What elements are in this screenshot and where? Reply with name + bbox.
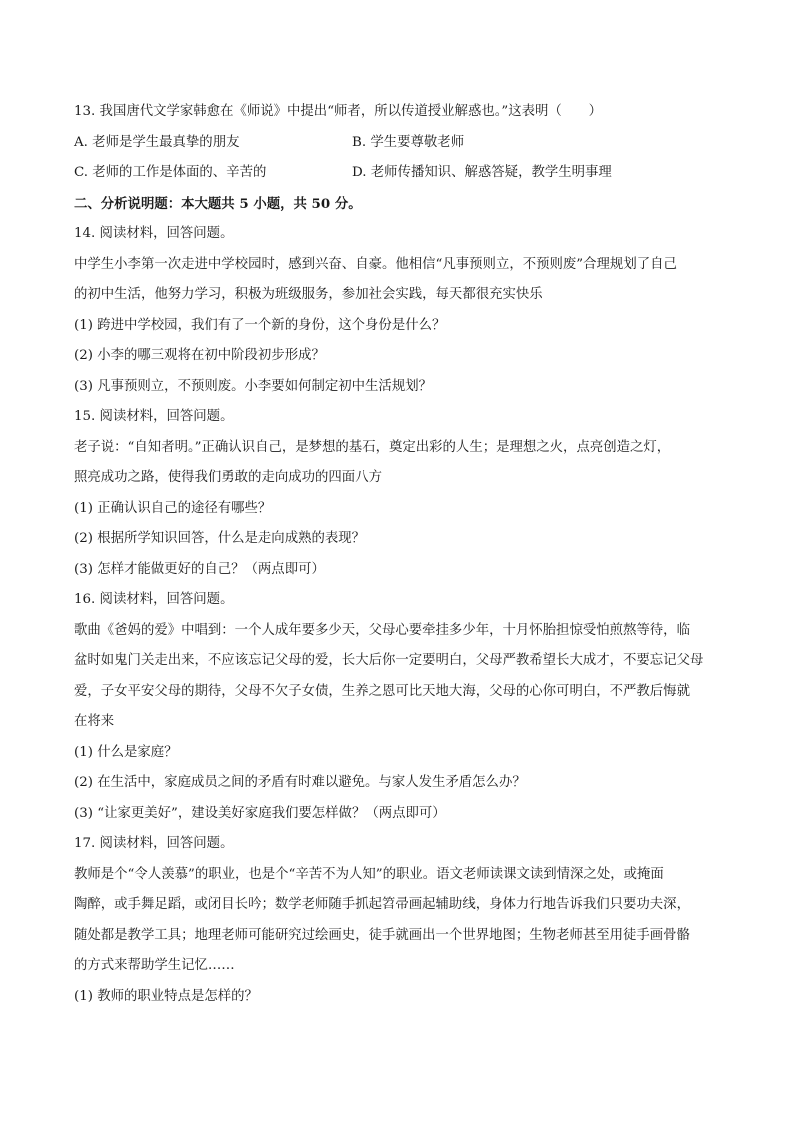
q16-stem: 16. 阅读材料，回答问题。 (74, 592, 234, 607)
q17-material-line: 的方式来帮助学生记忆…… (74, 958, 235, 973)
q17-material-line: 教师是个“令人羡慕”的职业，也是个“辛苦不为人知”的职业。语文老师读课文读到情深之处，或掩面 (74, 866, 664, 882)
q13-stem: 13. 我国唐代文学家韩愈在《师说》中提出“师者，所以传道授业解惑也。”这表明（ ） (74, 104, 602, 119)
q16-question: (3) “让家更美好”，建设美好家庭我们要怎样做？（两点即可） (74, 805, 446, 821)
q14-material-line: 的初中生活，他努力学习，积极为班级服务，参加社会实践，每天都很充实快乐 (74, 287, 543, 302)
q13-options-row-1 (74, 133, 724, 153)
q14-question: (1) 跨进中学校园，我们有了一个新的身份，这个身份是什么？ (74, 317, 446, 333)
q15-material-line: 照亮成功之路，使得我们勇敢的走向成功的四面八方 (74, 470, 382, 485)
q15-stem: 15. 阅读材料，回答问题。 (74, 409, 234, 424)
q13-options-row-2 (74, 163, 724, 183)
q15-question: (3) 怎样才能做更好的自己？（两点即可） (74, 561, 325, 577)
q17-stem: 17. 阅读材料，回答问题。 (74, 836, 234, 851)
q17-question: (1) 教师的职业特点是怎样的？ (74, 988, 258, 1004)
q16-question: (2) 在生活中，家庭成员之间的矛盾有时难以避免。与家人发生矛盾怎么办？ (74, 775, 526, 790)
q14-question: (2) 小李的哪三观将在初中阶段初步形成？ (74, 348, 325, 363)
q16-material-line: 在将来 (74, 714, 115, 729)
q13-option-d: D. 老师传播知识、解惑答疑，教学生明事理 (352, 165, 612, 180)
q13-option-c: C. 老师的工作是体面的、辛苦的 (74, 165, 267, 180)
q13-option-a: A. 老师是学生最真挚的朋友 (74, 134, 240, 150)
q15-material-line: 老子说：“自知者明。”正确认识自己，是梦想的基石，奠定出彩的人生；是理想之火，点亮创造之灯， (74, 439, 671, 455)
q16-material-line: 歌曲《爸妈的爱》中唱到：一个人成年要多少天，父母心要牵挂多少年，十月怀胎担惊受怕煎熬等待，临 (74, 622, 690, 638)
q14-material-line: 中学生小李第一次走进中学校园时，感到兴奋、自豪。他相信“凡事预则立，不预则废”合理规划了自己 (74, 256, 677, 272)
q17-material-line: 随处都是教学工具；地理老师可能研究过绘画史，徒手就画出一个世界地图；生物老师甚至用徒手画骨骼 (74, 927, 690, 943)
q16-material-line: 爱，子女平安父母的期待，父母不欠子女债，生养之恩可比天地大海，父母的心你可明白，不严教后悔就 (74, 683, 690, 699)
section-heading: 二、分析说明题：本大题共 5 小题，共 50 分。 (74, 195, 362, 212)
q14-question: (3) 凡事预则立，不预则废。小李要如何制定初中生活规划？ (74, 378, 432, 394)
exam-page (74, 102, 724, 1017)
q16-question: (1) 什么是家庭？ (74, 744, 178, 760)
q15-question: (2) 根据所学知识回答，什么是走向成熟的表现？ (74, 531, 366, 546)
q13-option-b: B. 学生要尊敬老师 (352, 134, 465, 150)
q15-question: (1) 正确认识自己的途径有哪些？ (74, 500, 272, 516)
q14-stem: 14. 阅读材料，回答问题。 (74, 226, 234, 241)
q17-material-line: 陶醉，或手舞足蹈，或闭目长吟；数学老师随手抓起笤帚画起辅助线，身体力行地告诉我们只要功夫深， (74, 897, 690, 912)
q16-material-line: 盆时如鬼门关走出来，不应该忘记父母的爱，长大后你一定要明白，父母严教希望长大成才，不要忘记父母 (74, 653, 704, 668)
